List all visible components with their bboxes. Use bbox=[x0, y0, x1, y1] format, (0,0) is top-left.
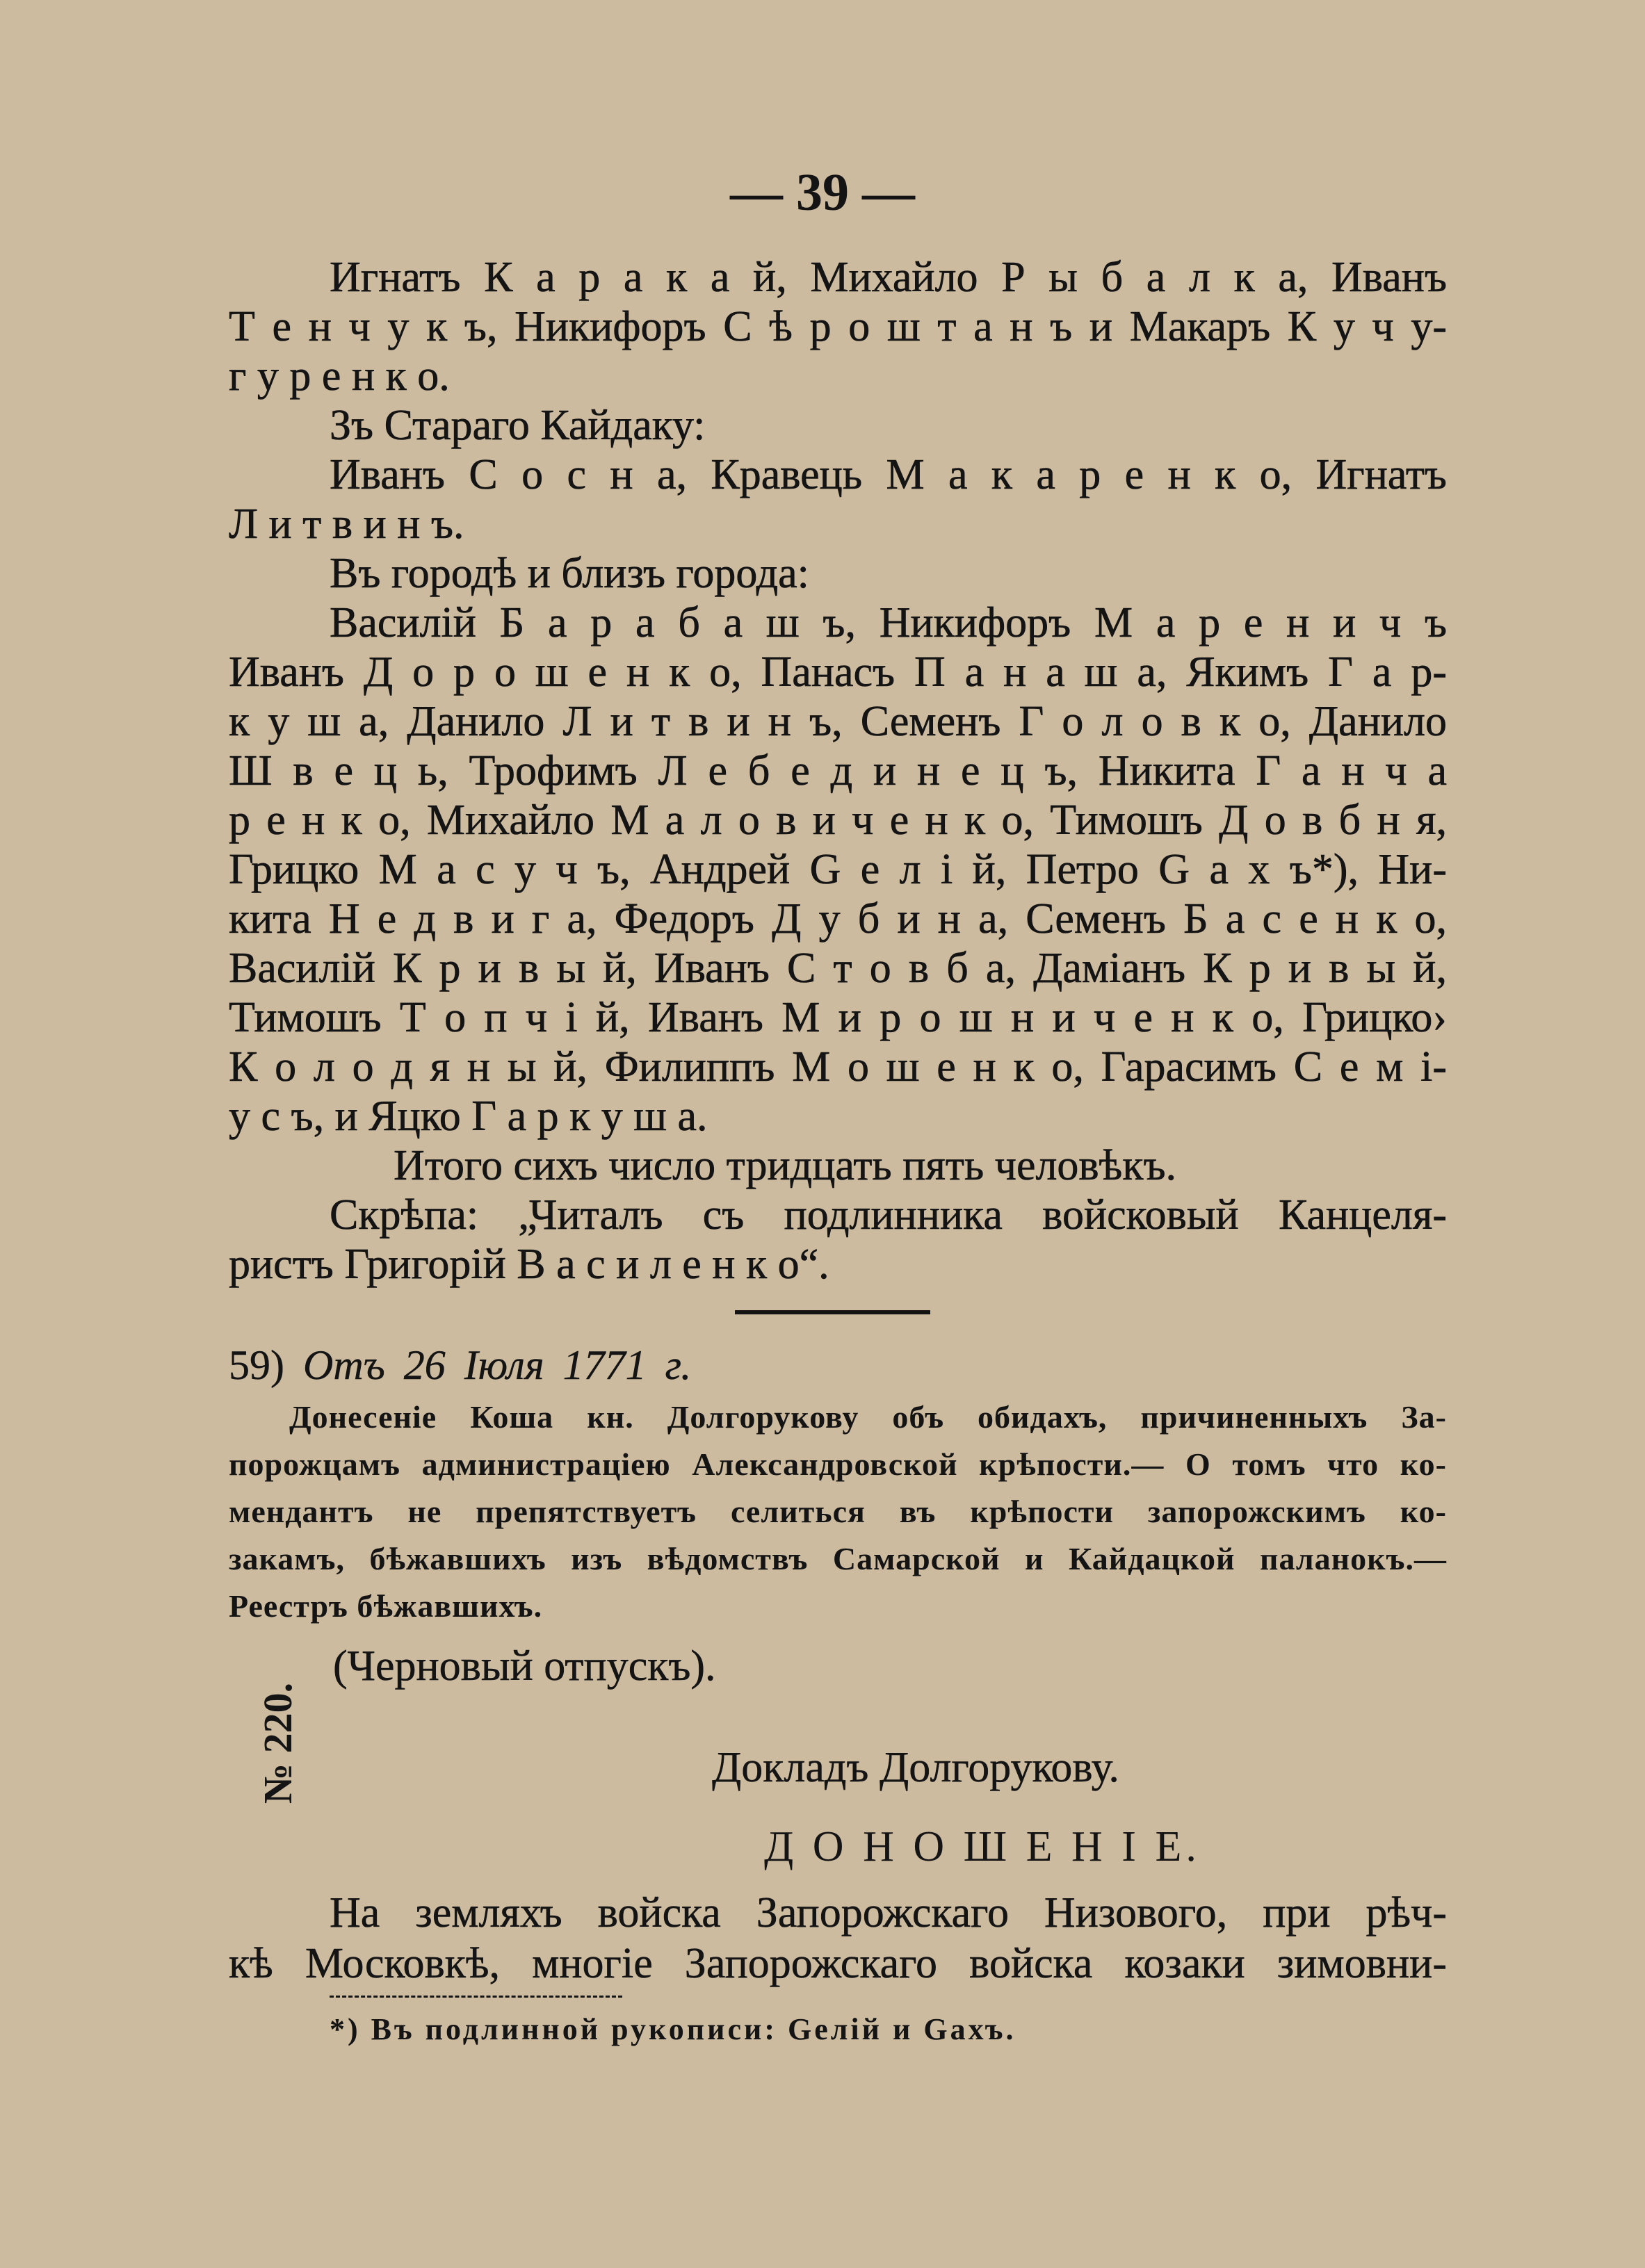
document-text bbox=[229, 1888, 1447, 1989]
body-line: Ш в е ц ь, Трофимъ Л е б е д и н е ц ъ, Никита Г а н ч а bbox=[229, 747, 1447, 794]
separator-rule bbox=[735, 1310, 930, 1314]
body-line: Иванъ С о с н а, Кравець М а к а р е н к о, Игнатъ bbox=[330, 451, 1447, 498]
body-line: Иванъ Д о р о ш е н к о, Панасъ П а н а ш а, Якимъ Г а р- bbox=[229, 648, 1447, 696]
body-line: Итого сихъ число тридцать пять человѣкъ. bbox=[394, 1142, 1177, 1189]
summary-line: закамъ, бѣжавшихъ изъ вѣдомствъ Самарской и Кайдацкой паланокъ.— bbox=[229, 1541, 1447, 1576]
body-line: у с ъ, и Яцко Г а р к у ш а. bbox=[229, 1093, 708, 1140]
summary-line: Донесеніе Коша кн. Долгорукову объ обидахъ, причиненныхъ За- bbox=[289, 1399, 1447, 1435]
body-line: г у р е н к о. bbox=[229, 352, 450, 400]
footnote-rule bbox=[330, 1996, 622, 1998]
body-line: Въ городѣ и близъ города: bbox=[330, 550, 809, 597]
body-line: кита Н е д в и г а, Федоръ Д у б и н а, Семенъ Б а с е н к о, bbox=[229, 895, 1447, 943]
page-number: — 39 — bbox=[730, 163, 915, 222]
body-line: Василій Б а р а б а ш ъ, Никифоръ М а р е н и ч ъ bbox=[330, 599, 1447, 646]
summary-line: порожцамъ администраціею Александровской крѣпости.— О томъ что ко- bbox=[229, 1446, 1447, 1482]
document-text-line: На земляхъ войска Запорожскаго Низового, при рѣч- bbox=[330, 1889, 1447, 1936]
body-line: Игнатъ К а р а к а й, Михайло Р ы б а л к а, Иванъ bbox=[330, 254, 1447, 301]
body-line: Л и т в и н ъ. bbox=[229, 500, 464, 548]
document-number: 59) bbox=[229, 1342, 284, 1388]
body-line: Тимошъ Т о п ч і й, Иванъ М и р о ш н и ч е н к о, Грицко› bbox=[229, 994, 1447, 1041]
summary-line: мендантъ не препятствуетъ селиться въ крѣпости запорожскимъ ко- bbox=[229, 1494, 1447, 1529]
footnote: *) Въ подлинной рукописи: Gелій и Gахъ. bbox=[330, 2012, 1016, 2046]
body-line: Грицко М а с у ч ъ, Андрей G е л і й, Петро G а х ъ*), Ни- bbox=[229, 846, 1447, 893]
body-line: ристъ Григорій В а с и л е н к о“. bbox=[229, 1241, 829, 1288]
document-text-line: кѣ Московкѣ, многіе Запорожскаго войска козаки зимовни- bbox=[229, 1940, 1447, 1987]
body-text bbox=[229, 253, 1447, 1289]
body-line: к у ш а, Данило Л и т в и н ъ, Семенъ Г о л о в к о, Данило bbox=[229, 698, 1447, 745]
document-heading: Д О Н О Ш Е Н І Е. bbox=[764, 1823, 1201, 1870]
summary-line: Реестръ бѣжавшихъ. bbox=[229, 1588, 543, 1624]
body-line: Т е н ч у к ъ, Никифоръ С ѣ р о ш т а н ъ и Макаръ К у ч у- bbox=[229, 303, 1447, 350]
body-line: р е н к о, Михайло М а л о в и ч е н к о, Тимошъ Д о в б н я, bbox=[229, 797, 1447, 844]
addressee: Докладъ Долгорукову. bbox=[712, 1744, 1119, 1791]
archive-number: № 220. bbox=[255, 1682, 300, 1804]
body-line: Скрѣпа: „Читалъ съ подлинника войсковый Канцеля- bbox=[330, 1191, 1447, 1239]
document-date: Отъ 26 Іюля 1771 г. bbox=[302, 1342, 692, 1388]
draft-note: (Черновый отпускъ). bbox=[333, 1642, 716, 1690]
document-header bbox=[229, 1340, 691, 1390]
document-summary bbox=[229, 1394, 1447, 1630]
body-line: Василій К р и в ы й, Иванъ С т о в б а, Даміанъ К р и в ы й, bbox=[229, 945, 1447, 992]
body-line: Зъ Стараго Кайдаку: bbox=[330, 402, 706, 449]
body-line: К о л о д я н ы й, Филиппъ М о ш е н к о, Гарасимъ С е м і- bbox=[229, 1043, 1447, 1091]
